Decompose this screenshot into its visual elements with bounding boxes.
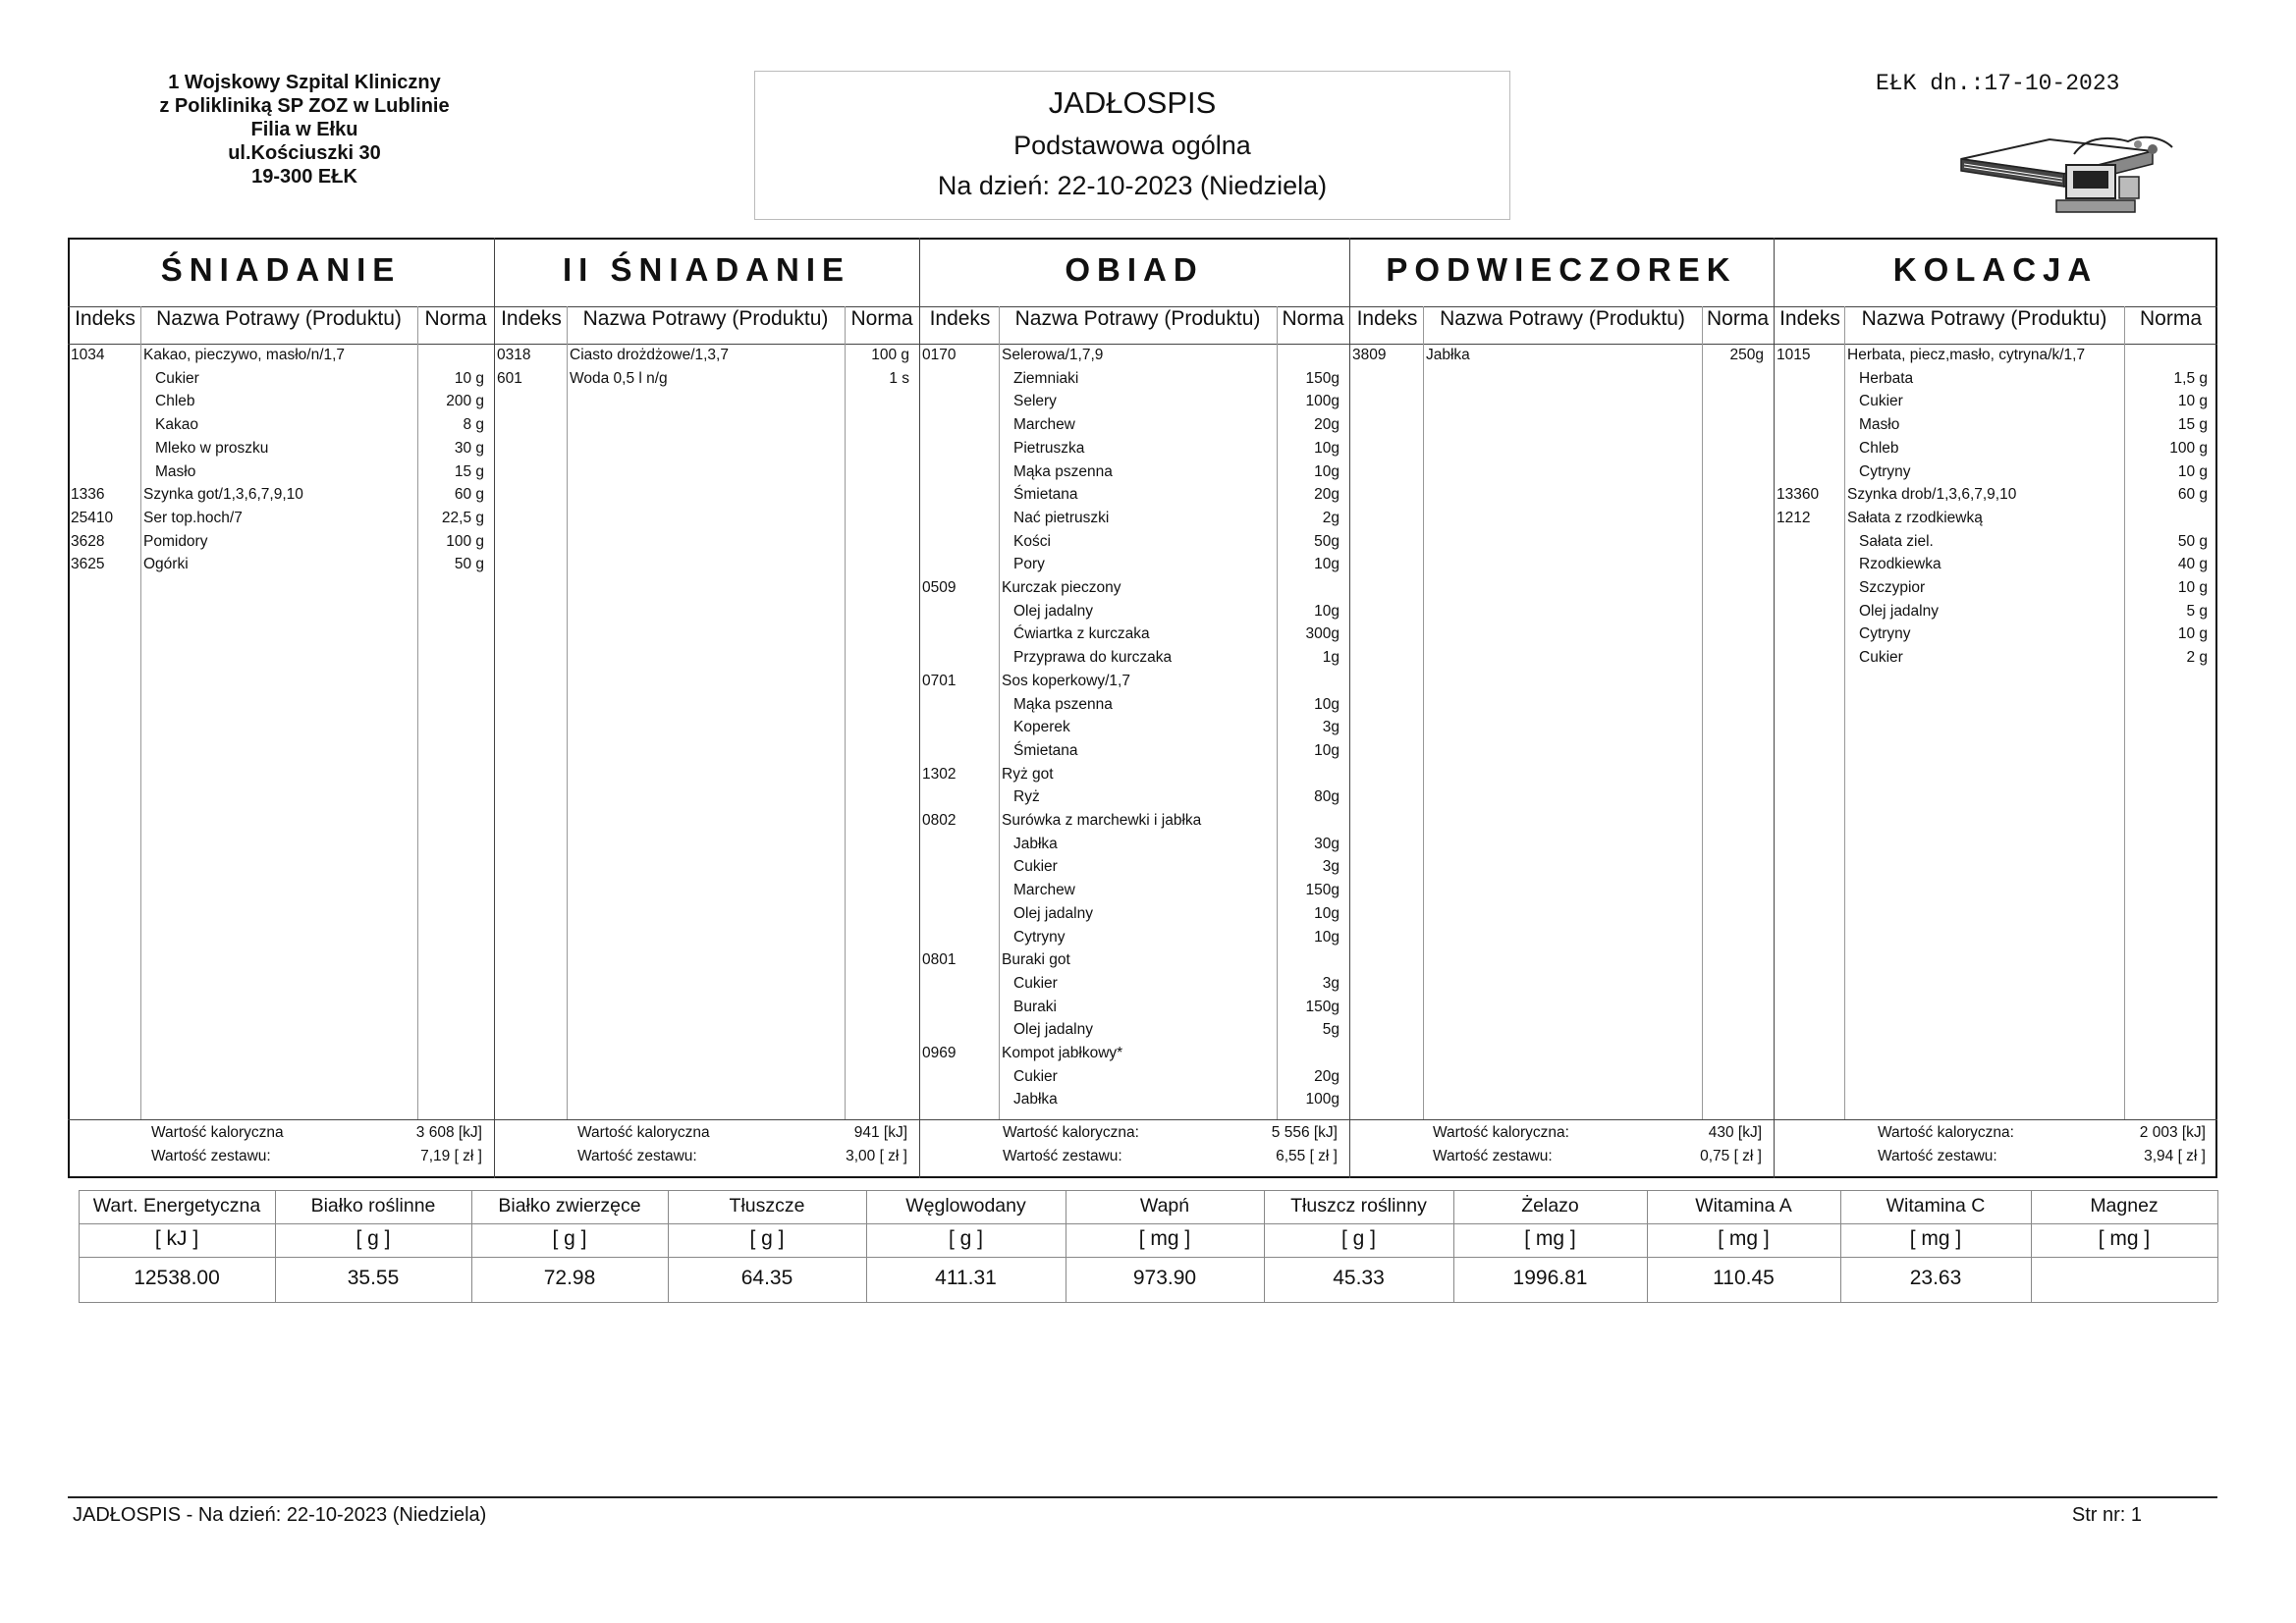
row-norma: 60 g — [454, 486, 484, 504]
nutrition-rule — [79, 1257, 2217, 1258]
ingredient-name: Cukier — [1013, 1067, 1058, 1085]
ingredient-name: Masło — [155, 462, 196, 480]
dish-name: Sos koperkowy/1,7 — [1002, 672, 1130, 689]
nutrient-name: Witamina C — [1886, 1195, 1986, 1217]
ingredient-name: Olej jadalny — [1013, 1021, 1093, 1039]
dish-name: Kurczak pieczony — [1002, 579, 1121, 596]
cost-label: Wartość zestawu: — [1433, 1148, 1553, 1164]
ingredient-name: Ćwiartka z kurczaka — [1013, 625, 1150, 643]
column-header-norma: Norma — [850, 307, 913, 330]
cost-value: 3,94 [ zł ] — [2144, 1148, 2206, 1164]
nutrient-name: Wapń — [1139, 1195, 1190, 1217]
nutrient-unit: [ mg ] — [1138, 1227, 1191, 1250]
ingredient-name: Cytryny — [1859, 625, 1911, 643]
row-norma: 20g — [1314, 416, 1339, 434]
column-header-index: Indeks — [1356, 307, 1418, 330]
row-norma: 80g — [1314, 788, 1339, 806]
nutrient-name: Żelazo — [1521, 1195, 1579, 1217]
dish-name: Kakao, pieczywo, masło/n/1,7 — [143, 347, 346, 363]
column-separator — [1423, 306, 1424, 1119]
nutrient-value: 45.33 — [1333, 1267, 1385, 1289]
row-norma: 100g — [1305, 393, 1339, 410]
nutrition-separator — [2217, 1190, 2218, 1302]
ingredient-name: Śmietana — [1013, 741, 1078, 759]
calorie-value: 430 [kJ] — [1708, 1124, 1762, 1141]
dish-name: Surówka z marchewki i jabłka — [1002, 812, 1202, 829]
row-norma: 50g — [1314, 532, 1339, 550]
nutrition-rule — [79, 1302, 2217, 1303]
ingredient-name: Nać pietruszki — [1013, 509, 1110, 526]
row-index: 13360 — [1777, 486, 1820, 504]
row-index: 0701 — [922, 672, 957, 689]
row-norma: 2 g — [2186, 649, 2208, 667]
book-computer-icon — [1956, 120, 2182, 218]
dish-name: Buraki got — [1002, 951, 1070, 969]
ingredient-name: Chleb — [1859, 439, 1899, 457]
cost-value: 0,75 [ zł ] — [1700, 1148, 1762, 1164]
column-header-name: Nazwa Potrawy (Produktu) — [1440, 307, 1685, 330]
calorie-value: 2 003 [kJ] — [2139, 1124, 2206, 1141]
ingredient-name: Herbata — [1859, 369, 1914, 387]
row-norma: 2g — [1322, 509, 1339, 526]
ingredient-name: Pory — [1013, 556, 1045, 573]
row-index: 25410 — [71, 509, 114, 526]
nutrient-value: 110.45 — [1713, 1267, 1775, 1289]
row-norma: 5g — [1322, 1021, 1339, 1039]
column-separator — [999, 306, 1000, 1119]
dish-name: Szynka drob/1,3,6,7,9,10 — [1847, 486, 2017, 504]
row-index: 3625 — [71, 556, 105, 573]
hospital-address — [118, 71, 491, 189]
row-norma: 10g — [1314, 462, 1339, 480]
nutrient-value: 973.90 — [1132, 1267, 1197, 1289]
calorie-label: Wartość kaloryczna: — [1003, 1124, 1139, 1141]
column-header-index: Indeks — [929, 307, 991, 330]
row-norma: 10 g — [2177, 393, 2208, 410]
ingredient-name: Cytryny — [1013, 928, 1066, 946]
row-norma: 5 g — [2186, 602, 2208, 620]
row-norma: 250g — [1729, 347, 1764, 363]
ingredient-name: Cukier — [1013, 974, 1058, 992]
ingredient-name: Masło — [1859, 416, 1900, 434]
column-header-norma: Norma — [2139, 307, 2202, 330]
row-index: 0318 — [497, 347, 531, 363]
row-index: 0170 — [922, 347, 957, 363]
dish-name: Ogórki — [143, 556, 189, 573]
meal-separator — [1774, 238, 1775, 1178]
row-norma: 20g — [1314, 1067, 1339, 1085]
row-norma: 10 g — [2177, 625, 2208, 643]
nutrient-name: Białko roślinne — [310, 1195, 436, 1217]
dish-name: Ciasto drożdżowe/1,3,7 — [570, 347, 729, 363]
row-index: 3809 — [1352, 347, 1387, 363]
dish-name: Woda 0,5 l n/g — [570, 369, 668, 387]
row-norma: 10 g — [2177, 579, 2208, 596]
column-header-name: Nazwa Potrawy (Produktu) — [156, 307, 402, 330]
nutrient-name: Tłuszcz roślinny — [1290, 1195, 1427, 1217]
ingredient-name: Sałata ziel. — [1859, 532, 1934, 550]
nutrient-name: Węglowodany — [905, 1195, 1026, 1217]
column-separator — [1844, 306, 1845, 1119]
nutrient-value: 1996.81 — [1512, 1267, 1588, 1289]
nutrient-value: 411.31 — [935, 1267, 997, 1289]
column-separator — [140, 306, 141, 1119]
nutrient-name: Wart. Energetyczna — [92, 1195, 261, 1217]
nutrient-value: 64.35 — [740, 1267, 793, 1289]
row-norma: 60 g — [2177, 486, 2208, 504]
cost-label: Wartość zestawu: — [1878, 1148, 1997, 1164]
row-norma: 10g — [1314, 741, 1339, 759]
page-title: JADŁOSPIS — [1048, 85, 1217, 120]
nutrient-unit: [ mg ] — [1718, 1227, 1770, 1250]
nutrient-unit: [ g ] — [749, 1227, 785, 1250]
row-norma: 100 g — [2169, 439, 2208, 457]
ingredient-name: Ziemniaki — [1013, 369, 1079, 387]
row-norma: 10g — [1314, 904, 1339, 922]
nutrient-name: Białko zwierzęce — [498, 1195, 641, 1217]
ingredient-name: Cukier — [155, 369, 199, 387]
row-norma: 3g — [1322, 974, 1339, 992]
row-norma: 150g — [1305, 882, 1339, 899]
column-header-norma: Norma — [424, 307, 487, 330]
ingredient-name: Rzodkiewka — [1859, 556, 1941, 573]
issue-date: EŁK dn.:17-10-2023 — [1876, 71, 2120, 96]
row-index: 0802 — [922, 812, 957, 829]
nutrient-value: 35.55 — [347, 1267, 400, 1289]
row-norma: 10 g — [454, 369, 484, 387]
hospital-line: z Polikliniką SP ZOZ w Lublinie — [159, 95, 450, 117]
row-norma: 20g — [1314, 486, 1339, 504]
column-header-name: Nazwa Potrawy (Produktu) — [1861, 307, 2107, 330]
ingredient-name: Olej jadalny — [1013, 904, 1093, 922]
footer-rule — [68, 1496, 2217, 1498]
meal-title: ŚNIADANIE — [160, 251, 402, 288]
ingredient-name: Jabłka — [1013, 835, 1058, 852]
calorie-value: 941 [kJ] — [853, 1124, 907, 1141]
row-norma: 10g — [1314, 695, 1339, 713]
hospital-line: 1 Wojskowy Szpital Kliniczny — [168, 72, 441, 93]
nutrient-unit: [ mg ] — [2098, 1227, 2151, 1250]
dish-name: Pomidory — [143, 532, 208, 550]
ingredient-name: Cytryny — [1859, 462, 1911, 480]
ingredient-name: Koperek — [1013, 719, 1070, 736]
column-header-name: Nazwa Potrawy (Produktu) — [582, 307, 829, 330]
dish-name: Kompot jabłkowy* — [1002, 1045, 1123, 1061]
row-index: 0509 — [922, 579, 957, 596]
row-norma: 150g — [1305, 369, 1339, 387]
hospital-line: 19-300 EŁK — [251, 166, 357, 188]
ingredient-name: Cukier — [1013, 858, 1058, 876]
ingredient-name: Selery — [1013, 393, 1057, 410]
row-norma: 1 s — [889, 369, 909, 387]
ingredient-name: Mąka pszenna — [1013, 462, 1113, 480]
row-index: 601 — [497, 369, 522, 387]
ingredient-name: Przyprawa do kurczaka — [1013, 649, 1173, 667]
meal-title: PODWIECZOREK — [1386, 251, 1737, 288]
row-index: 1302 — [922, 765, 957, 783]
ingredient-name: Szczypior — [1859, 579, 1926, 596]
row-norma: 150g — [1305, 998, 1339, 1015]
dish-name: Ser top.hoch/7 — [143, 509, 243, 526]
nutrient-unit: [ kJ ] — [154, 1227, 199, 1250]
column-separator — [1702, 306, 1703, 1119]
row-norma: 40 g — [2177, 556, 2208, 573]
nutrient-value: 12538.00 — [134, 1267, 220, 1289]
ingredient-name: Kości — [1013, 532, 1051, 550]
hospital-line: ul.Kościuszki 30 — [228, 142, 381, 164]
column-header-norma: Norma — [1706, 307, 1769, 330]
meal-title: OBIAD — [1065, 251, 1204, 288]
footer-left: JADŁOSPIS - Na dzień: 22-10-2023 (Niedziela) — [73, 1504, 487, 1526]
ingredient-name: Cukier — [1859, 649, 1903, 667]
calorie-label: Wartość kaloryczna: — [1433, 1124, 1569, 1141]
meal-title: KOLACJA — [1892, 251, 2099, 288]
dish-name: Ryż got — [1002, 765, 1054, 783]
row-index: 1034 — [71, 347, 105, 363]
nutrient-unit: [ g ] — [948, 1227, 984, 1250]
calorie-value: 3 608 [kJ] — [415, 1124, 482, 1141]
cost-label: Wartość zestawu: — [577, 1148, 697, 1164]
ingredient-name: Śmietana — [1013, 486, 1078, 504]
row-norma: 3g — [1322, 858, 1339, 876]
nutrient-name: Magnez — [2090, 1195, 2159, 1217]
row-norma: 8 g — [463, 416, 484, 434]
cost-value: 7,19 [ zł ] — [420, 1148, 482, 1164]
meal-separator — [1349, 238, 1350, 1178]
diet-name: Podstawowa ogólna — [1013, 131, 1251, 160]
row-norma: 10 g — [2177, 462, 2208, 480]
meal-separator — [919, 238, 920, 1178]
nutrient-unit: [ g ] — [1340, 1227, 1377, 1250]
page-number: Str nr: 1 — [2071, 1504, 2142, 1526]
calorie-label: Wartość kaloryczna: — [1878, 1124, 2014, 1141]
ingredient-name: Marchew — [1013, 882, 1075, 899]
nutrient-value: 23.63 — [1909, 1267, 1962, 1289]
dish-name: Jabłka — [1426, 347, 1470, 363]
ingredient-name: Cukier — [1859, 393, 1903, 410]
row-norma: 100 g — [446, 532, 484, 550]
nutrient-unit: [ g ] — [355, 1227, 391, 1250]
row-norma: 50 g — [454, 556, 484, 573]
dish-name: Herbata, piecz,masło, cytryna/k/1,7 — [1847, 347, 2086, 363]
row-index: 0969 — [922, 1045, 957, 1061]
row-norma: 1,5 g — [2173, 369, 2208, 387]
cost-value: 6,55 [ zł ] — [1276, 1148, 1338, 1164]
column-header-norma: Norma — [1282, 307, 1344, 330]
column-header-index: Indeks — [75, 307, 136, 330]
row-norma: 100g — [1305, 1091, 1339, 1109]
calorie-label: Wartość kaloryczna — [151, 1124, 284, 1141]
ingredient-name: Marchew — [1013, 416, 1075, 434]
row-norma: 10g — [1314, 602, 1339, 620]
nutrient-value: 72.98 — [543, 1267, 596, 1289]
row-norma: 10g — [1314, 556, 1339, 573]
hospital-line: Filia w Ełku — [250, 119, 358, 140]
row-norma: 10g — [1314, 439, 1339, 457]
ingredient-name: Chleb — [155, 393, 195, 410]
row-norma: 100 g — [871, 347, 909, 363]
ingredient-name: Olej jadalny — [1013, 602, 1093, 620]
row-index: 1336 — [71, 486, 105, 504]
calorie-label: Wartość kaloryczna — [577, 1124, 710, 1141]
ingredient-name: Olej jadalny — [1859, 602, 1939, 620]
row-norma: 200 g — [446, 393, 484, 410]
nutrient-name: Tłuszcze — [729, 1195, 805, 1217]
row-norma: 50 g — [2177, 532, 2208, 550]
ingredient-name: Ryż — [1013, 788, 1040, 806]
cost-label: Wartość zestawu: — [151, 1148, 271, 1164]
header-bottom-rule — [68, 344, 2217, 345]
calorie-value: 5 556 [kJ] — [1271, 1124, 1338, 1141]
row-norma: 1g — [1322, 649, 1339, 667]
cost-value: 3,00 [ zł ] — [846, 1148, 907, 1164]
dish-name: Sałata z rzodkiewką — [1847, 509, 1983, 526]
meal-separator — [494, 238, 495, 1178]
column-header-index: Indeks — [501, 307, 562, 330]
ingredient-name: Pietruszka — [1013, 439, 1085, 457]
nutrient-unit: [ mg ] — [1524, 1227, 1576, 1250]
row-norma: 300g — [1305, 625, 1339, 643]
nutrition-rule — [79, 1190, 2217, 1191]
ingredient-name: Kakao — [155, 416, 198, 434]
row-norma: 30 g — [454, 439, 484, 457]
row-index: 1015 — [1777, 347, 1811, 363]
column-header-name: Nazwa Potrawy (Produktu) — [1014, 307, 1261, 330]
column-separator — [567, 306, 568, 1119]
nutrient-name: Witamina A — [1695, 1195, 1792, 1217]
nutrition-rule — [79, 1223, 2217, 1224]
row-index: 0801 — [922, 951, 957, 969]
nutrient-unit: [ mg ] — [1909, 1227, 1962, 1250]
row-norma: 15 g — [454, 462, 484, 480]
dish-name: Selerowa/1,7,9 — [1002, 347, 1104, 363]
meal-title: II ŚNIADANIE — [562, 251, 851, 288]
ingredient-name: Mąka pszenna — [1013, 695, 1113, 713]
row-norma: 22,5 g — [441, 509, 484, 526]
row-index: 1212 — [1777, 509, 1811, 526]
cost-label: Wartość zestawu: — [1003, 1148, 1122, 1164]
title-box — [754, 71, 1510, 220]
row-norma: 15 g — [2177, 416, 2208, 434]
row-index: 3628 — [71, 532, 105, 550]
row-norma: 3g — [1322, 719, 1339, 736]
ingredient-name: Jabłka — [1013, 1091, 1058, 1109]
row-norma: 30g — [1314, 835, 1339, 852]
column-header-index: Indeks — [1779, 307, 1840, 330]
summary-rule — [68, 1119, 2217, 1120]
nutrient-unit: [ g ] — [552, 1227, 587, 1250]
dish-name: Szynka got/1,3,6,7,9,10 — [143, 486, 303, 504]
menu-date: Na dzień: 22-10-2023 (Niedziela) — [937, 171, 1328, 200]
column-separator — [845, 306, 846, 1119]
ingredient-name: Buraki — [1013, 998, 1057, 1015]
ingredient-name: Mleko w proszku — [155, 439, 269, 457]
row-norma: 10g — [1314, 928, 1339, 946]
